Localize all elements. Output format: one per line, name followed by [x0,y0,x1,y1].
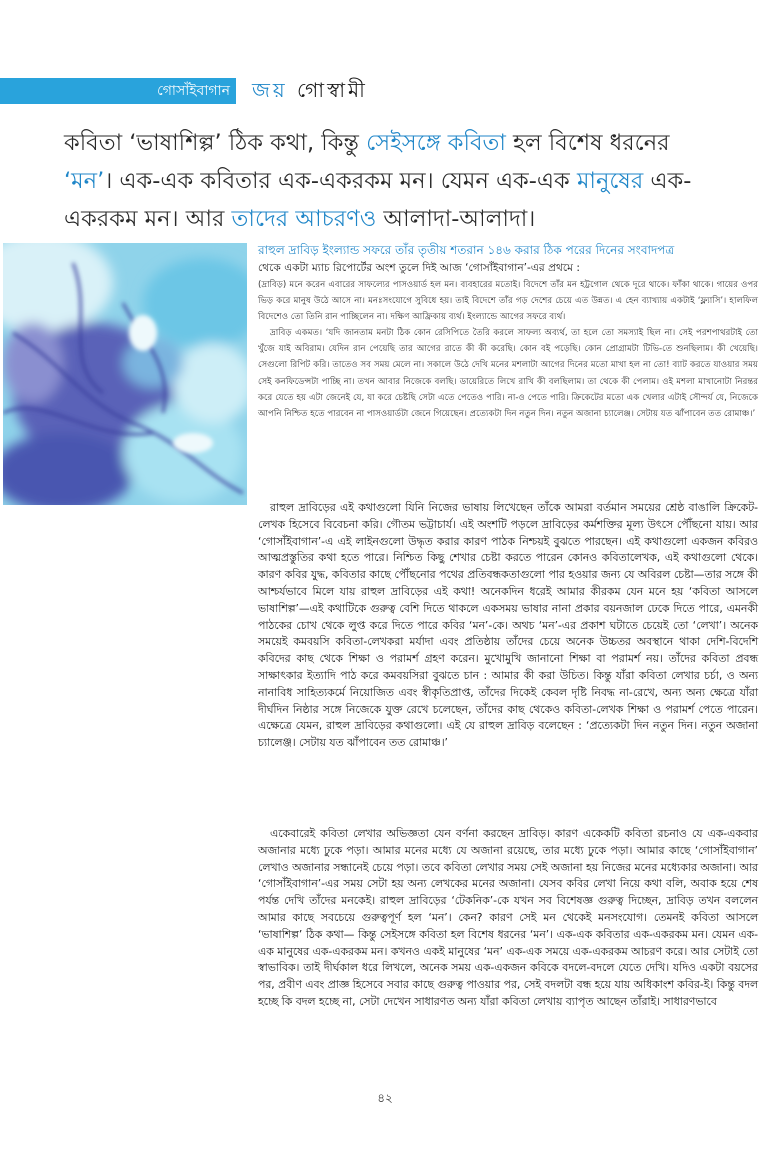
pull-quote-highlight: মানুষের [576,168,644,194]
author-last-name: গোস্বামী [297,78,368,102]
section-bar [0,78,236,104]
pull-quote-highlight: সেইসঙ্গে কবিতা [366,130,506,156]
pull-quote-part: কবিতা [64,130,130,156]
quote-paragraph: (দ্রাবিড়) মনে করেন এবারের সাফল্যের পাসওয়ার্ড হল মন। ব্যবহারের মতোই। বিদেশে তাঁর মন হট্টগোল থেকে দূরে থাকে। ফাঁকা থাকে। গায়ের ওপর ভিড় করে মানুষ উঠে আসে না। মনঃসংযোগে সুবিধে হয়। তাই বিদেশে তাঁর গড় দেশের চেয়ে এত উন্নত। এ হেন ব্যাখ্যায় একটাই ‘ফ্ল্যাসি’। হালফিল বিদেশেও তো তিনি রান পাচ্ছিলেন না। দক্ষিণ আফ্রিকায় ব্যর্থ। ইংল্যান্ডে আগের সফরে ব্যর্থ। [258,280,758,323]
quoted-report [258,277,758,422]
article-body [258,500,758,752]
pull-quote-highlight: তাদের আচরণও [231,206,377,232]
body-paragraph: একেবারেই কবিতা লেখার অভিজ্ঞতা যেন বর্ণনা করছেন দ্রাবিড়। কারণ একেকটি কবিতা রচনাও যে এক-একবার অজানার মধ্যে ঢুকে পড়া। আমার মনের মধ্যে যে অজানা রয়েছে, তার মধ্যে ঢুকে পড়া। আমার কাছে ‘গোসাঁইবাগান’ লেখাও অজানার সন্ধানেই চেয়ে পড়া। তবে কবিতা লেখার সময় সেই অজানা হয় নিজের মনের মধ্যেকার অজানা। আর ‘গোসাঁইবাগান’-এর সময় সেটা হয় অন্য লেখকের মনের অজানা। যেসব কবির লেখা নিয়ে কথা বলি, অবাক হয়ে শেষ পর্যন্ত দেখি তাঁদের মনকেই। রাহুল দ্রাবিড়ের ‘টেকনিক’-কে যখন সব বিশেষজ্ঞ গুরুত্ব দিচ্ছেন, দ্রাবিড় তখন বললেন আমার কাছে সবচেয়ে গুরুত্বপূর্ণ হল ‘মন’। কেন? কারণ সেই মন থেকেই মনসংযোগ। তেমনই কবিতা আসলে ‘ভাষাশিল্প’ ঠিক কথা— কিন্তু সেইসঙ্গে কবিতা হল বিশেষ ধরনের ‘মন’। এক-এক কবিতার এক-একরকম মন। যেমন এক-এক মানুষের এক-একরকম মন। কখনও একই মানুষের ‘মন’ এক-এক সময়ে এক-একরকম আচরণ করে। আর সেটাই তো স্বাভাবিক। তাই দীর্ঘকাল ধরে লিখলে, অনেক সময় এক-একজন কবিকে বদলে-বদলে যেতে দেখি। যদিও একটা বয়সের পর, প্রবীণ এবং প্রাজ্ঞ হিসেবে সবার কাছে গুরুত্ব পাওয়ার পর, সেই বদলটা বন্ধ হয়ে যায় অধিকাংশ কবির-ই। কিন্তু বদল হচ্ছে কি বদল হচ্ছে না, সেটা দেখেন সাধারণত অন্য যাঁরা কবিতা লেখায় ব্যাপৃত আছেন তাঁরাই। সাধারণভাবে [258,827,758,1008]
pull-quote-part: হল বিশেষ ধরনের [505,130,670,156]
page-number: ৪২ [377,1091,393,1105]
author-first-name: জয় [252,78,288,102]
author-name [252,76,368,104]
pull-quote-part: । এক-এক কবিতার এক-একরকম মন। যেমন এক-এক [104,168,577,194]
pull-quote-part: আলাদা-আলাদা। [376,206,536,232]
pull-quote-part: ঠিক কথা, কিন্তু [221,130,367,156]
quote-heading: রাহুল দ্রাবিড় ইংল্যান্ড সফরে তাঁর তৃতীয় শতরান ১৪৬ করার ঠিক পরের দিনের সংবাদপত্র [258,243,675,257]
abstract-painting [3,243,247,505]
quote-paragraph: দ্রাবিড় একমত। ‘যদি জানতাম মনটা ঠিক কোন রেসিপিতে তৈরি করলে সাফল্য অব্যর্থ, তা হলে তো সমস্যাই ছিল না। সেই পরশপাথরটাই তো খুঁজে যাই অবিরাম। যেদিন রান পেয়েছি তার আগের রাতে কী কী করেছি। কোন বই পড়েছি। কোন প্রোগ্রামটা টিভি-তে শুনছিলাম। কী খেয়েছি। সেগুলো রিপিট করি। তাতেও সব সময় মেলে না। সকালে উঠে দেখি মনের মশলাটা আগের দিনের মতো মাখা হল না তো! ব্যাট করতে যাওয়ার সময় সেই কনফিডেন্সটা পাচ্ছি না। তখন আবার নিজেকে বলছি। ডায়েরিতে লিখে রাখি কী বলছিলাম। তা থেকে কী পেলাম। ওই মশলা মাখানোটা নিরন্তর করে যেতে হয় এটা জেনেই যে, যা করে চেষ্টছি সেটা এতে পেতেও পারি। না-ও পেতে পারি। ক্রিকেটের মতো এক খেলার এটাই সৌন্দর্য যে, নিজেকে আপনি নিশ্চিত হতে পারবেন না পাসওয়ার্ডটা জেনে গিয়েছেন। প্রত্যেকটা দিন নতুন দিন। নতুন অজানা চ্যালেঞ্জ। সেটায় যত ঝাঁপাবেন তত রোমাঞ্চ।’ [258,328,758,419]
pull-quote-highlight: ‘মন’ [64,168,105,194]
pull-quote [64,124,714,238]
pull-quote-part: ‘ভাষাশিল্প’ [129,130,222,156]
body-paragraph: রাহুল দ্রাবিড়ের এই কথাগুলো যিনি নিজের ভাষায় লিখেছেন তাঁকে আমরা বর্তমান সময়ের শ্রেষ্ঠ বাঙালি ক্রিকেট-লেখক হিসেবে বিবেচনা করি। গৌতম ভট্টাচার্য। এই অংশটি পড়লে দ্রাবিড়ের কর্মশক্তির মূল্য উৎসে পৌঁছনো যায়। আর ‘গোসাঁইবাগান’-এ এই লাইনগুলো উদ্ধৃত করার কারণ পাঠক নিশ্চয়ই বুঝতে পারছেন। এই কথাগুলো একজন কবিরও আত্মপ্রস্তুতির কথা হতে পারে। নিশ্চিত কিছু শেখার চেষ্টা করতে পারেন কোনও কবিতালেখক, এই কথাগুলো থেকে। কারণ কবির যুদ্ধ, কবিতার কাছে পৌঁছনোর পথের প্রতিবন্ধকতাগুলো পার হওয়ার জন্য যে অবিরল চেষ্টা—তার সঙ্গে কী আশ্চর্যভাবে মিলে যায় রাহুল দ্রাবিড়ের এই কথা! অনেকদিন ধরেই আমার কীরকম যেন মনে হয় ‘কবিতা আসলে ভাষাশিল্প’—এই কথাটিকে গুরুত্ব বেশি দিতে থাকলে একসময় ভাষার নানা প্রকার বয়নজাল ঢেকে দিতে পারে, এমনকী পাঠকের চোখ থেকে লুপ্ত করে দিতে পারে কবির ‘মন’-কে। অথচ ‘মন’-এর প্রকাশ ঘটাতে চেয়েই তো ‘লেখা’। অনেক সময়েই কমবয়সি কবিতা-লেখকরা মর্যাদা এবং প্রতিষ্ঠায় তাঁদের চেয়ে অনেক উচ্চতর অবস্থানে থাকা দেশি-বিদেশি কবিদের কাছ থেকে শিক্ষা ও পরামর্শ গ্রহণ করেন। মুখোমুখি জানানো শিক্ষা বা পরামর্শ নয়। তাঁদের কবিতা প্রবন্ধ সাক্ষাৎকার ইত্যাদি পাঠ করে কমবয়সিরা বুঝতে চান : আমার কী করা উচিত। কিন্তু যাঁরা কবিতা লেখার চর্চা, ও অন্য নানাবিধ সাহিত্যকর্মে নিয়োজিত এবং স্বীকৃতিপ্রাপ্ত, তাঁদের দিকেই কেবল দৃষ্টি নিবদ্ধ না-রেখে, অন্য অন্য ক্ষেত্রে যাঁরা দীর্ঘদিন নিষ্ঠার সঙ্গে নিজেকে যুক্ত রেখে চলেছেন, তাঁদের কাছ থেকেও কবিতা-লেখক শিক্ষা ও পরামর্শ পেতে পারেন। এক্ষেত্রে যেমন, রাহুল দ্রাবিড়ের কথাগুলো। এই যে রাহুল দ্রাবিড় বলেছেন : ‘প্রত্যেকটা দিন নতুন দিন। নতুন অজানা চ্যালেঞ্জ। সেটায় যত ঝাঁপাবেন তত রোমাঞ্চ।’ [258,501,758,750]
article-intro: থেকে একটা ম্যাচ রিপোর্টের অংশ তুলে দিই আজ ‘গোসাঁইবাগান’-এর প্রথমে : [258,262,580,274]
pull-quote-part: এক-একরকম মন। আর [64,168,692,232]
section-label: গোসাঁইবাগান [157,83,230,99]
article-body [258,826,758,1011]
